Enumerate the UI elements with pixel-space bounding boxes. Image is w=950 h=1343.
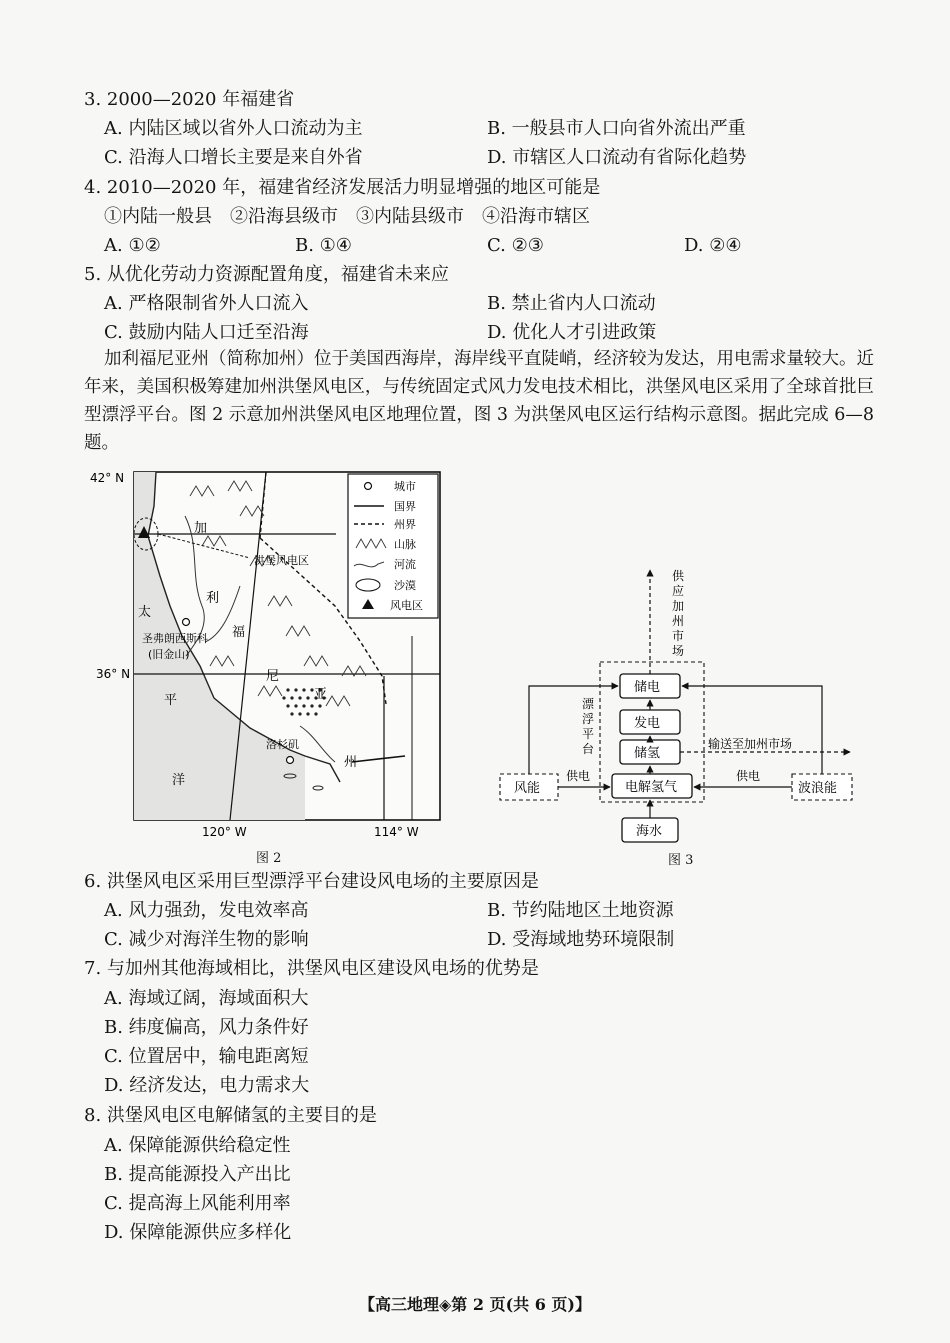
svg-text:台: 台 (582, 742, 595, 756)
label-wind-zone: 洪堡风电区 (254, 554, 309, 567)
label-li: 利 (206, 591, 220, 606)
legend-wind: 风电区 (390, 599, 423, 612)
label-jia: 加 (194, 521, 208, 536)
arrow-wind-storage (529, 686, 618, 774)
q4-option-a[interactable]: A. ①② (104, 235, 161, 256)
label-seawater: 海水 (636, 824, 663, 839)
svg-text:平: 平 (582, 727, 595, 741)
q7-option-c[interactable]: C. 位置居中，输电距离短 (104, 1046, 309, 1067)
q6-option-a[interactable]: A. 风力强劲，发电效率高 (104, 900, 309, 921)
q7-option-a[interactable]: A. 海域辽阔，海域面积大 (104, 988, 309, 1009)
svg-text:场: 场 (672, 644, 685, 658)
q8-stem: 8. 洪堡风电区电解储氢的主要目的是 (84, 1105, 377, 1126)
label-generate: 发电 (634, 716, 661, 731)
q7-stem: 7. 与加州其他海域相比，洪堡风电区建设风电场的优势是 (84, 958, 539, 979)
q8-option-c[interactable]: C. 提高海上风能利用率 (104, 1193, 291, 1214)
label-ya: 亚 (314, 687, 328, 702)
q6-option-b[interactable]: B. 节约陆地区土地资源 (487, 900, 674, 921)
svg-text:漂: 漂 (582, 697, 595, 711)
label-supply-top (672, 568, 685, 658)
passage-text: 加利福尼亚州（简称加州）位于美国西海岸，海岸线平直陡峭，经济较为发达，用电需求量较大。近年来，美国积极筹建加州洪堡风电区，与传统固定式风力发电技术相比，洪堡风电区采用了全球首批巨型漂浮平台。图 2 示意加州洪堡风电区地理位置，图 3 为洪堡风电区运行结构示意图。据此完成 6—8 题。 (84, 349, 874, 453)
q3-option-b[interactable]: B. 一般县市人口向省外流出严重 (487, 118, 746, 139)
legend-national: 国界 (394, 500, 416, 513)
label-sf-alt: (旧金山) (148, 648, 190, 661)
legend-state: 州界 (394, 518, 416, 531)
q5-option-d[interactable]: D. 优化人才引进政策 (487, 322, 657, 343)
label-ni: 尼 (266, 669, 280, 684)
legend-city: 城市 (394, 480, 416, 493)
label-supply-left: 供电 (566, 769, 591, 783)
q4-stem: 4. 2010—2020 年，福建省经济发展活力明显增强的地区可能是 (84, 177, 601, 198)
label-36n: 36° N (96, 667, 131, 681)
q4-option-b[interactable]: B. ①④ (295, 235, 352, 256)
label-zhou: 州 (344, 755, 358, 770)
q6-stem: 6. 洪堡风电区采用巨型漂浮平台建设风电场的主要原因是 (84, 871, 539, 892)
figure-2-caption: 图 2 (256, 851, 282, 866)
arrow-wave-storage (682, 686, 822, 774)
label-platform (582, 697, 594, 756)
label-ping: 平 (164, 693, 178, 708)
q5-stem: 5. 从优化劳动力资源配置角度，福建省未来应 (84, 264, 449, 285)
label-120w: 120° W (202, 825, 247, 839)
q3-option-c[interactable]: C. 沿海人口增长主要是来自外省 (104, 147, 363, 168)
legend-mountain: 山脉 (394, 538, 416, 551)
label-fu: 福 (232, 625, 246, 640)
svg-text:浮: 浮 (582, 712, 595, 726)
q8-option-b[interactable]: B. 提高能源投入产出比 (104, 1164, 291, 1185)
label-wind: 风能 (514, 781, 541, 796)
label-transport: 输送至加州市场 (708, 737, 793, 751)
svg-text:加: 加 (672, 599, 685, 613)
city-la (287, 757, 294, 764)
q4-option-d[interactable]: D. ②④ (684, 235, 742, 256)
svg-text:应: 应 (672, 584, 685, 598)
legend-city-icon (365, 483, 372, 490)
q5-option-c[interactable]: C. 鼓励内陆人口迁至沿海 (104, 322, 309, 343)
q6-option-c[interactable]: C. 减少对海洋生物的影响 (104, 929, 309, 950)
svg-text:州: 州 (672, 614, 685, 628)
q3-option-d[interactable]: D. 市辖区人口流动有省际化趋势 (487, 147, 747, 168)
svg-text:供: 供 (672, 569, 685, 583)
q7-option-d[interactable]: D. 经济发达，电力需求大 (104, 1075, 310, 1096)
q8-option-d[interactable]: D. 保障能源供应多样化 (104, 1222, 292, 1243)
map-legend (348, 474, 438, 618)
label-tai: 太 (138, 605, 152, 620)
figure-3-diagram (490, 560, 870, 860)
label-supply-right: 供电 (736, 769, 761, 783)
label-storage-h2: 储氢 (634, 746, 661, 761)
label-42n: 42° N (90, 471, 125, 485)
legend-desert: 沙漠 (394, 579, 416, 592)
label-yang: 洋 (172, 773, 186, 788)
q7-option-b[interactable]: B. 纬度偏高，风力条件好 (104, 1017, 309, 1038)
q8-option-a[interactable]: A. 保障能源供给稳定性 (104, 1135, 291, 1156)
svg-text:市: 市 (672, 629, 685, 643)
label-storage-power: 储电 (634, 680, 661, 695)
legend-river: 河流 (394, 558, 416, 571)
label-sf: 圣弗朗西斯科 (142, 632, 208, 645)
label-114w: 114° W (374, 825, 419, 839)
q5-option-a[interactable]: A. 严格限制省外人口流入 (104, 293, 309, 314)
q3-stem: 3. 2000—2020 年福建省 (84, 89, 295, 110)
city-sf (183, 619, 190, 626)
label-electrolysis: 电解氢气 (625, 780, 678, 795)
q5-option-b[interactable]: B. 禁止省内人口流动 (487, 293, 656, 314)
figure-3-caption: 图 3 (668, 853, 694, 868)
q3-option-a[interactable]: A. 内陆区域以省外人口流动为主 (104, 118, 363, 139)
q4-option-c[interactable]: C. ②③ (487, 235, 544, 256)
q6-option-d[interactable]: D. 受海域地势环境限制 (487, 929, 675, 950)
figure-2-map (90, 466, 450, 846)
label-wave: 波浪能 (798, 781, 838, 796)
page-footer: 【高三地理◈第 2 页(共 6 页)】 (359, 1295, 591, 1314)
q4-items: ①内陆一般县 ②沿海县级市 ③内陆县级市 ④沿海市辖区 (104, 206, 590, 227)
passage (84, 345, 874, 457)
label-la: 洛杉矶 (266, 738, 299, 751)
